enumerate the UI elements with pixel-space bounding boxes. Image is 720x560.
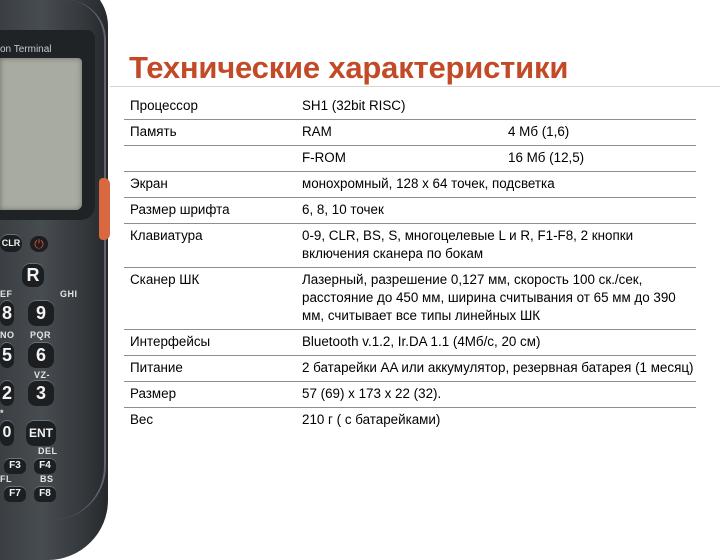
spec-row-font-size [124, 198, 696, 224]
device-key-5: 5 [0, 342, 14, 368]
spec-value: SH1 (32bit RISC) [302, 98, 406, 113]
spec-row-memory-from [124, 146, 696, 172]
device-key-0: 0 [0, 420, 14, 446]
spec-row-scanner [124, 268, 696, 330]
device-lcd-screen [0, 58, 82, 210]
spec-row-screen [124, 172, 696, 198]
spec-row-size [124, 382, 696, 408]
device-key-ent: ENT [26, 420, 56, 446]
device-key-f8: F8 [34, 486, 56, 502]
spec-row-interfaces [124, 330, 696, 356]
spec-label: Интерфейсы [130, 334, 211, 349]
device-key-6: 6 [28, 342, 54, 368]
slide-title: Технические характеристики [129, 50, 569, 85]
device-key-sub-star: * [0, 408, 5, 418]
device-key-f7: F7 [4, 486, 26, 502]
spec-label: Размер шрифта [130, 202, 230, 217]
title-divider [110, 86, 720, 87]
spec-label: Экран [130, 176, 168, 191]
spec-value: Bluetooth v.1.2, Ir.DA 1.1 (4Мб/с, 20 см) [302, 334, 541, 349]
spec-value: монохромный, 128 x 64 точек, подсветка [302, 176, 555, 191]
spec-row-weight [124, 408, 696, 434]
device-key-sub-fl: FL [0, 474, 12, 484]
spec-label: Размер [130, 386, 177, 401]
device-key-8: 8 [0, 300, 14, 326]
device-key-r: R [22, 263, 44, 287]
spec-label: Клавиатура [130, 228, 203, 243]
power-icon: ⏻ [30, 236, 48, 252]
spec-label [124, 146, 296, 172]
device-key-sub-no: NO [0, 330, 15, 340]
spec-sub-label: RAM [302, 124, 332, 139]
device-key-f4: F4 [34, 458, 56, 474]
device-key-2: 2 [0, 380, 14, 406]
side-scan-button [99, 178, 110, 240]
spec-label: Вес [130, 412, 154, 427]
device-key-f3: F3 [4, 458, 26, 474]
spec-value: 57 (69) x 173 x 22 (32). [302, 386, 442, 401]
spec-value: 2 батарейки AA или аккумулятор, резервная батарея (1 месяц) [302, 360, 694, 375]
spec-row-power [124, 356, 696, 382]
spec-value: 4 Мб (1,6) [508, 124, 570, 139]
spec-sub-label: F-ROM [302, 150, 346, 165]
specs-table [124, 94, 696, 433]
spec-label: Память [130, 124, 177, 139]
spec-row-processor [124, 94, 696, 120]
spec-label: Процессор [130, 98, 198, 113]
spec-row-memory-ram [124, 120, 696, 146]
device-key-sub-vz: VZ- [34, 370, 50, 380]
spec-label: Питание [130, 360, 183, 375]
spec-row-keyboard [124, 224, 696, 268]
device-key-9: 9 [28, 300, 54, 326]
spec-value: Лазерный, разрешение 0,127 мм, скорость 100 ск./сек, расстояние до 450 мм, ширина считывания от 65 мм до 390 мм, считывает все типы линейных ШК [302, 272, 676, 323]
device-key-sub-ghi: GHI [60, 289, 78, 299]
device-key-clr: CLR [0, 234, 22, 252]
spec-label: Сканер ШК [130, 272, 200, 287]
device-brand-text: on Terminal [0, 44, 52, 55]
device-key-sub-bs: BS [40, 474, 54, 484]
spec-value: 16 Мб (12,5) [508, 150, 585, 165]
spec-value: 0-9, CLR, BS, S, многоцелевые L и R, F1-F8, 2 кнопки включения сканера по бокам [302, 228, 634, 261]
device-key-3: 3 [28, 380, 54, 406]
device-key-sub-del: DEL [38, 446, 58, 456]
device-key-sub-ef: EF [0, 289, 13, 299]
device-key-sub-pqr: PQR [30, 330, 52, 340]
spec-value: 6, 8, 10 точек [302, 202, 384, 217]
spec-value: 210 г ( с батарейками) [302, 412, 441, 427]
